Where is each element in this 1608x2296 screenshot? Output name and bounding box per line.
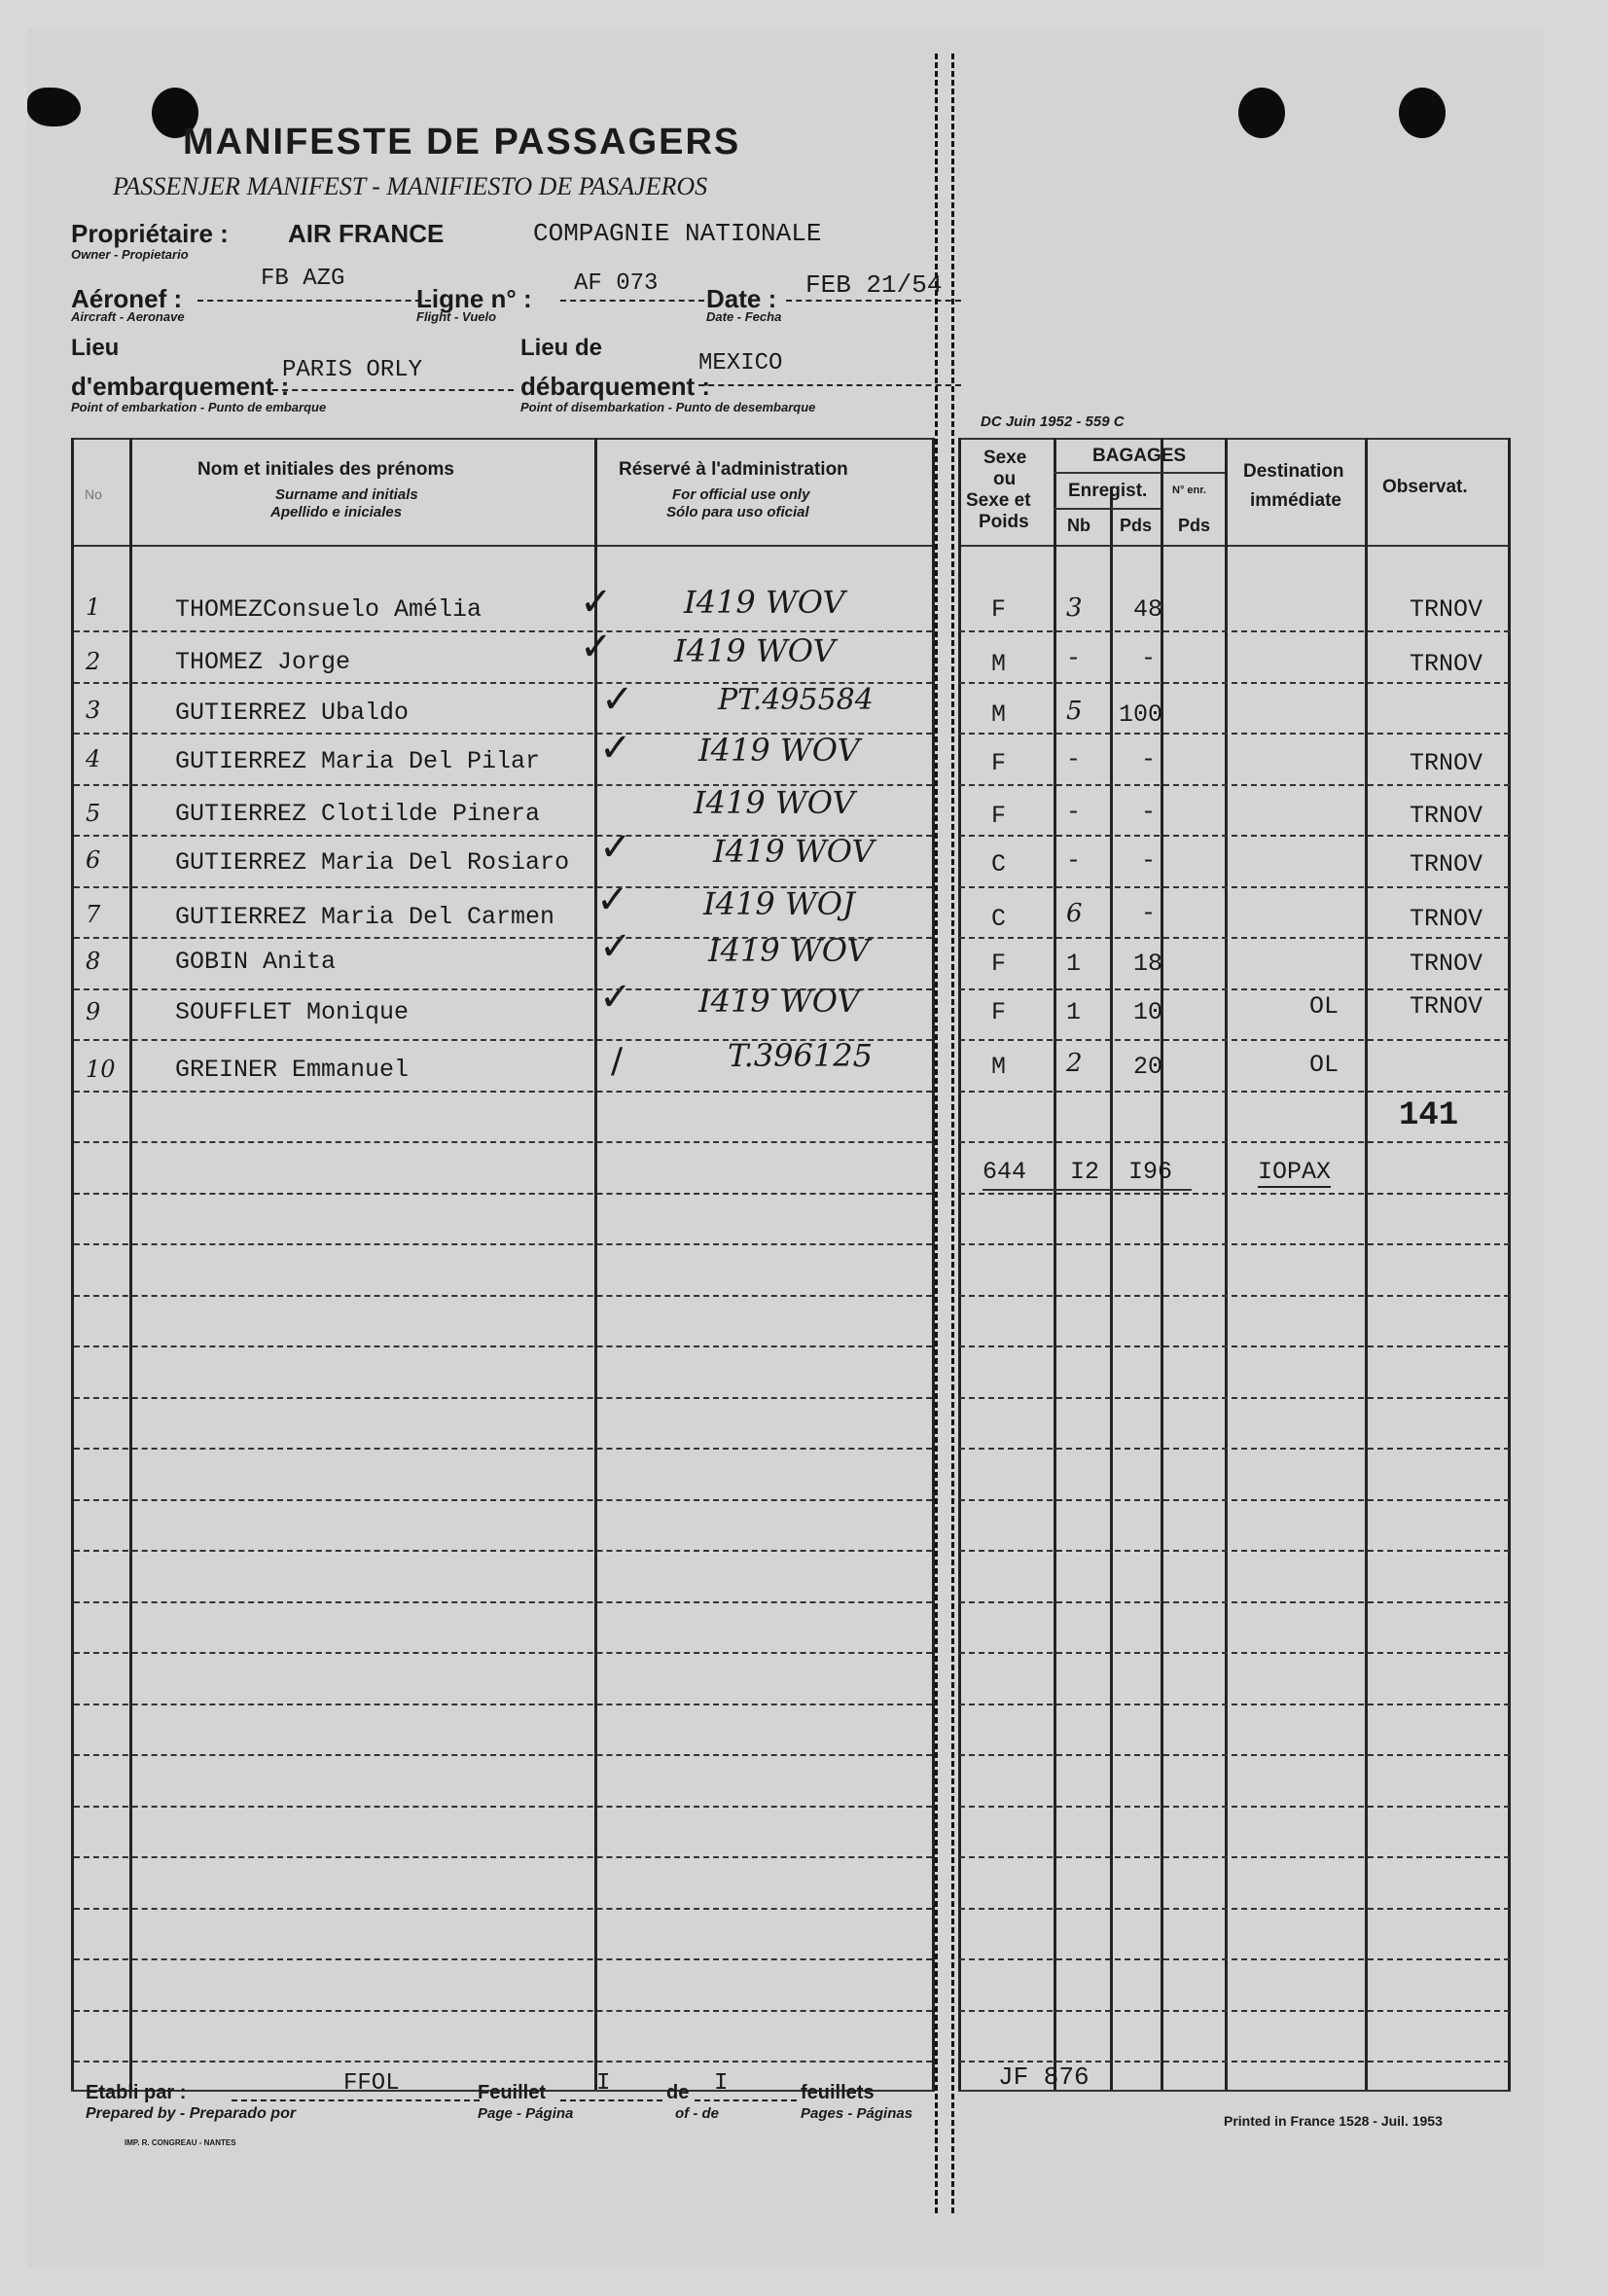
col-nsm: N° enr.	[1172, 484, 1206, 496]
row-rule	[959, 1345, 1510, 1347]
row-nb: 3	[1066, 593, 1083, 623]
row-rule	[74, 682, 932, 684]
row-pds: 48	[1133, 595, 1163, 624]
sheets-label: feuillets	[801, 2082, 875, 2103]
row-no: 8	[86, 948, 101, 975]
row-rule	[74, 1397, 932, 1399]
of-value: I	[714, 2070, 729, 2097]
row-rule	[959, 1193, 1510, 1195]
row-rule	[74, 2061, 932, 2063]
row-rule	[959, 988, 1510, 990]
row-obs: TRNOV	[1410, 802, 1483, 830]
row-sex: F	[991, 998, 1007, 1026]
row-rule	[959, 733, 1510, 735]
owner-sub: Owner - Propietario	[71, 247, 189, 262]
row-rule	[74, 1856, 932, 1858]
col-obs: Observat.	[1382, 477, 1468, 497]
row-nb: 6	[1066, 899, 1083, 928]
punch-hole-right-2	[1399, 88, 1446, 138]
row-name: GUTIERREZ Maria Del Pilar	[175, 747, 541, 775]
row-no: 1	[86, 593, 101, 621]
col-no: No	[85, 486, 102, 502]
prepared-label: Etabli par :	[86, 2082, 187, 2103]
row-rule	[74, 733, 932, 735]
row-nb: 1	[1066, 998, 1082, 1026]
row-nb: 1	[1066, 950, 1082, 978]
row-obs: TRNOV	[1410, 992, 1483, 1021]
row-pds: -	[1141, 846, 1157, 875]
prepared-value: FFOL	[343, 2070, 400, 2097]
row-nb: 2	[1066, 1049, 1083, 1078]
row-rule	[959, 937, 1510, 939]
printer-credit: IMP. R. CONGREAU - NANTES	[125, 2138, 236, 2147]
check-mark: ✓	[596, 878, 629, 922]
row-sex: F	[991, 749, 1007, 777]
row-rule	[959, 1601, 1510, 1603]
row-pds: 18	[1133, 950, 1163, 978]
row-obs: TRNOV	[1410, 595, 1483, 624]
row-sex: C	[991, 850, 1007, 879]
row-pds: -	[1141, 745, 1157, 773]
row-rule	[959, 1652, 1510, 1654]
col-dest-2: immédiate	[1250, 490, 1341, 511]
date-value: FEB 21/54	[805, 270, 943, 300]
owner-value: AIR FRANCE	[288, 219, 445, 248]
row-rule	[74, 1550, 932, 1552]
row-rule	[959, 1039, 1510, 1041]
row-rule	[74, 1601, 932, 1603]
row-rule	[74, 988, 932, 990]
row-no: 9	[86, 998, 101, 1025]
col-sex-2: ou	[993, 469, 1017, 489]
of-label: de	[666, 2082, 690, 2103]
torn-corner	[27, 88, 81, 126]
aircraft-sub: Aircraft - Aeronave	[71, 309, 185, 324]
disembark-sub: Point of disembarkation - Punto de desembarque	[520, 400, 816, 414]
check-mark: ✓	[599, 825, 632, 870]
check-mark: ✓	[599, 975, 632, 1020]
col-name-2: Surname and initials	[275, 486, 418, 503]
row-rule	[74, 1193, 932, 1195]
embark-label-2: d'embarquement :	[71, 372, 290, 401]
row-rule	[959, 1448, 1510, 1450]
col-sex-1: Sexe	[983, 448, 1027, 468]
row-dest: OL	[1309, 1051, 1340, 1079]
row-rule	[74, 1295, 932, 1297]
row-pds: 100	[1119, 700, 1163, 729]
aircraft-label: Aéronef :	[71, 284, 183, 313]
total-nb: I2	[1070, 1158, 1100, 1186]
row-rule	[959, 2010, 1510, 2012]
row-nb: -	[1066, 644, 1082, 672]
check-mark: ✓	[580, 580, 613, 625]
row-admin: I419 WOV	[698, 983, 860, 1020]
row-name: GUTIERREZ Maria Del Carmen	[175, 903, 555, 931]
row-rule	[74, 1039, 932, 1041]
col-dest-1: Destination	[1243, 461, 1344, 482]
disembark-label-2: débarquement :	[520, 372, 711, 401]
reference-number: JF 876	[998, 2063, 1090, 2092]
col-registered: Enregist.	[1068, 481, 1148, 501]
manifest-subtitle: PASSENJER MANIFEST - MANIFIESTO DE PASAJEROS	[113, 172, 708, 200]
sheet-label: Feuillet	[478, 2082, 547, 2103]
row-rule	[959, 835, 1510, 837]
sheets-sub: Pages - Páginas	[801, 2105, 913, 2122]
col-admin-1: Réservé à l'administration	[619, 459, 848, 480]
disembark-label-1: Lieu de	[520, 335, 603, 361]
row-rule	[74, 1243, 932, 1245]
row-obs: TRNOV	[1410, 950, 1483, 978]
check-mark: ✓	[580, 625, 613, 669]
row-rule	[74, 835, 932, 837]
owner-label: Propriétaire :	[71, 219, 229, 248]
line-sub: Flight - Vuelo	[416, 309, 497, 324]
row-rule	[74, 1806, 932, 1808]
row-rule	[74, 2010, 932, 2012]
row-name: GUTIERREZ Clotilde Pinera	[175, 800, 541, 828]
printed-in: Printed in France 1528 - Juil. 1953	[1224, 2113, 1443, 2129]
row-admin: I419 WOV	[698, 732, 860, 769]
col-admin-2: For official use only	[672, 486, 810, 503]
row-no: 2	[86, 648, 101, 675]
check-mark: /	[611, 1041, 624, 1081]
col-baggage: BAGAGES	[1092, 446, 1187, 466]
row-no: 7	[86, 901, 101, 928]
line-label: Ligne n° :	[416, 284, 532, 313]
row-rule	[959, 1141, 1510, 1143]
row-pds: 20	[1133, 1053, 1163, 1081]
row-name: THOMEZ Jorge	[175, 648, 351, 676]
row-obs: TRNOV	[1410, 650, 1483, 678]
check-mark: ✓	[601, 677, 634, 722]
row-name: GREINER Emmanuel	[175, 1056, 410, 1084]
col-pds2: Pds	[1178, 516, 1211, 535]
row-sex: C	[991, 905, 1007, 933]
row-name: GUTIERREZ Ubaldo	[175, 699, 410, 727]
total-pds: I96	[1128, 1158, 1173, 1186]
row-rule	[959, 682, 1510, 684]
row-no: 3	[86, 697, 101, 724]
row-rule	[74, 937, 932, 939]
aircraft-value: FB AZG	[261, 266, 345, 292]
row-sex: F	[991, 595, 1007, 624]
row-dest: OL	[1309, 992, 1340, 1021]
row-rule	[74, 1652, 932, 1654]
col-name-1: Nom et initiales des prénoms	[197, 459, 454, 480]
date-sub: Date - Fecha	[706, 309, 782, 324]
row-pds: -	[1141, 798, 1157, 826]
col-nb: Nb	[1067, 516, 1090, 535]
punch-hole-right-1	[1238, 88, 1285, 138]
sheet-sub: Page - Página	[478, 2105, 574, 2122]
row-rule	[959, 1958, 1510, 1960]
row-pds: 10	[1133, 998, 1163, 1026]
row-nb: -	[1066, 798, 1082, 826]
col-name-3: Apellido e iniciales	[270, 504, 403, 520]
col-sex-4: Poids	[979, 512, 1029, 532]
form-reference: DC Juin 1952 - 559 C	[981, 413, 1125, 430]
row-rule	[74, 1908, 932, 1910]
col-sex-3: Sexe et	[966, 490, 1031, 511]
row-admin: PT.495584	[718, 683, 874, 717]
disembark-value: MEXICO	[698, 350, 783, 377]
date-label: Date :	[706, 284, 777, 313]
row-name: THOMEZConsuelo Amélia	[175, 595, 482, 624]
row-sex: M	[991, 650, 1007, 678]
owner-company: COMPAGNIE NATIONALE	[533, 219, 822, 248]
row-rule	[959, 1704, 1510, 1705]
embark-value: PARIS ORLY	[282, 357, 423, 383]
row-rule	[959, 1856, 1510, 1858]
row-rule	[959, 1754, 1510, 1756]
row-rule	[74, 1448, 932, 1450]
row-rule	[959, 630, 1510, 632]
row-obs: TRNOV	[1410, 749, 1483, 777]
row-pds: -	[1141, 899, 1157, 927]
col-admin-3: Sólo para uso oficial	[666, 504, 809, 520]
total-handwritten: 141	[1399, 1097, 1459, 1134]
row-sex: M	[991, 700, 1007, 729]
row-rule	[74, 1958, 932, 1960]
line-value: AF 073	[574, 270, 659, 297]
row-admin: I419 WOJ	[703, 885, 855, 922]
row-admin: T.396125	[728, 1037, 873, 1074]
row-admin: I419 WOV	[674, 632, 836, 669]
row-nb: -	[1066, 846, 1082, 875]
row-admin: I419 WOV	[708, 932, 870, 969]
row-sex: M	[991, 1053, 1007, 1081]
row-nb: 5	[1066, 697, 1083, 726]
row-name: SOUFFLET Monique	[175, 998, 410, 1026]
row-rule	[74, 784, 932, 786]
row-no: 5	[86, 800, 101, 827]
row-admin: I419 WOV	[684, 584, 845, 621]
col-pds: Pds	[1120, 516, 1153, 535]
row-sex: F	[991, 950, 1007, 978]
row-rule	[959, 1908, 1510, 1910]
manifest-page	[27, 29, 1545, 2267]
row-no: 4	[86, 745, 101, 772]
manifest-title: MANIFESTE DE PASSAGERS	[183, 122, 741, 162]
check-mark: ✓	[599, 924, 632, 969]
row-rule	[74, 1091, 932, 1093]
row-name: GOBIN Anita	[175, 948, 337, 976]
row-rule	[959, 1295, 1510, 1297]
row-rule	[74, 886, 932, 888]
prepared-sub: Prepared by - Preparado por	[86, 2105, 297, 2122]
row-obs: TRNOV	[1410, 850, 1483, 879]
row-rule	[959, 784, 1510, 786]
row-pds: -	[1141, 644, 1157, 672]
row-no: 6	[86, 846, 101, 874]
embark-label-1: Lieu	[71, 335, 120, 361]
row-rule	[74, 1754, 932, 1756]
total-weight: 644	[983, 1158, 1027, 1186]
row-sex: F	[991, 802, 1007, 830]
of-sub: of - de	[675, 2105, 719, 2122]
row-nb: -	[1066, 745, 1082, 773]
row-rule	[959, 1397, 1510, 1399]
row-no: 10	[86, 1056, 116, 1083]
row-rule	[74, 1141, 932, 1143]
check-mark: ✓	[599, 726, 632, 771]
row-rule	[74, 1704, 932, 1705]
row-rule	[74, 1499, 932, 1501]
row-rule	[959, 1091, 1510, 1093]
total-pax: IOPAX	[1258, 1158, 1332, 1186]
row-admin: I419 WOV	[713, 833, 875, 870]
row-rule	[959, 1243, 1510, 1245]
row-rule	[74, 630, 932, 632]
row-rule	[74, 1345, 932, 1347]
row-obs: TRNOV	[1410, 905, 1483, 933]
row-rule	[959, 1550, 1510, 1552]
sheet-value: I	[596, 2070, 611, 2097]
row-rule	[959, 886, 1510, 888]
row-rule	[959, 1806, 1510, 1808]
row-admin: I419 WOV	[694, 784, 855, 821]
embark-sub: Point of embarkation - Punto de embarque	[71, 400, 327, 414]
row-rule	[959, 1499, 1510, 1501]
row-name: GUTIERREZ Maria Del Rosiaro	[175, 848, 570, 877]
